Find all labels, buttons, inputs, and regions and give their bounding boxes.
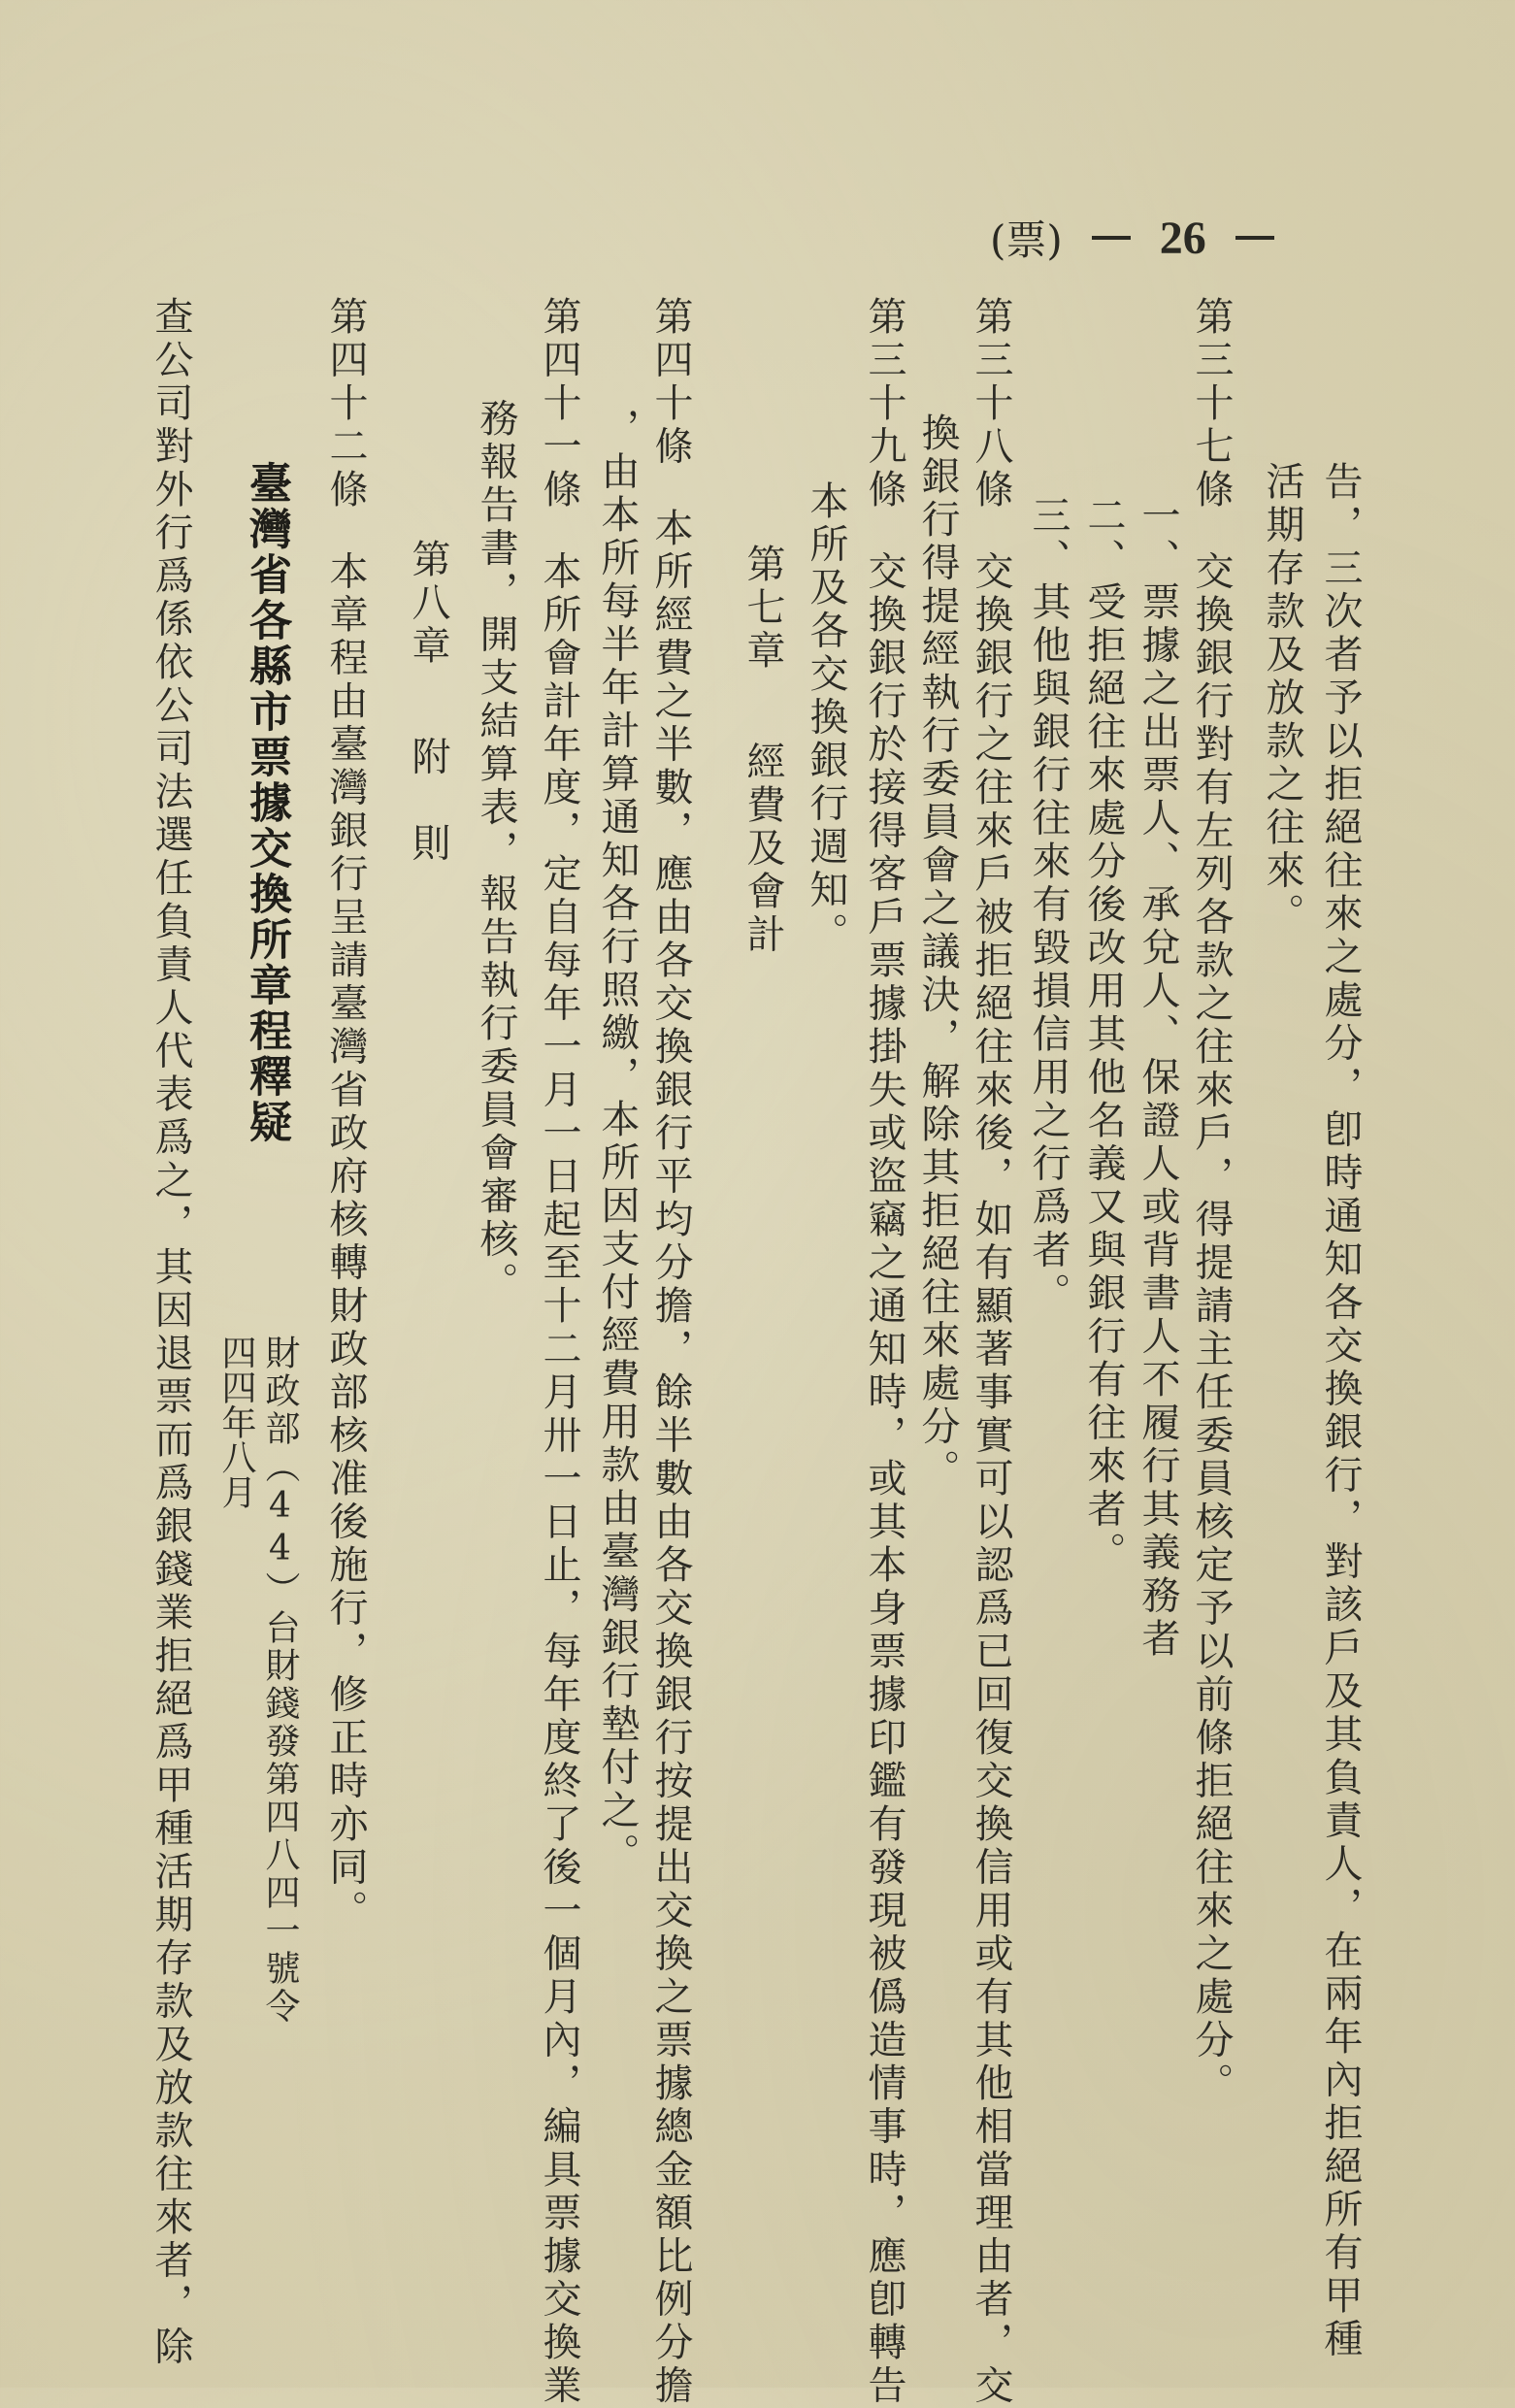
dash-left xyxy=(1092,236,1131,240)
list-item-text: 一、票據之出票人、承兌人、保證人或背書人不履行其義務者 xyxy=(1136,495,1180,1662)
chapter-label: 第七章 xyxy=(741,544,785,674)
paragraph-text: 查公司對外行爲係依公司法選任負責人代表爲之，其因退票而爲銀錢業拒絕爲甲種活期存款及放款往來者，除 xyxy=(148,296,193,2369)
article-label: 第四十一條 xyxy=(537,296,581,512)
chapter-7-heading xyxy=(743,544,782,957)
article-label: 第三十七條 xyxy=(1189,296,1234,512)
text-column-last xyxy=(151,296,190,2369)
article-text: ，由本所每半年計算通知各行照繳，本所因支付經費用款由臺灣銀行墊付之。 xyxy=(595,408,640,1876)
article-label: 第三十八條 xyxy=(969,296,1013,512)
article-41-continuation xyxy=(477,398,515,1305)
citation-text: 財政部（44）台財錢發第四八四一號令 xyxy=(260,1335,300,2026)
article-42 xyxy=(326,296,365,1933)
article-text: 交換銀行於接得客戶票據掛失或盜竊之通知時，或其本身票據印鑑有發現被僞造情事時，應卽轉告 xyxy=(862,551,906,2408)
dash-right xyxy=(1235,236,1274,240)
list-item-text: 二、受拒絕往來處分後改用其他名義又與銀行有往來者。 xyxy=(1081,495,1126,1575)
page-header xyxy=(990,209,1359,267)
citation-order xyxy=(262,1335,297,2026)
text-column-continuation-2 xyxy=(1263,461,1301,937)
article-37-item-3 xyxy=(1029,495,1068,1316)
article-text: 交換銀行之往來戶被拒絕往來後，如有顯著事實可以認爲已回復交換信用或有其他相當理由者，交 xyxy=(969,551,1013,2408)
section-title xyxy=(245,461,287,1145)
paragraph-text: 告，三次者予以拒絕往來之處分，卽時通知各交換銀行，對該戶及其負責人，在兩年內拒絕所有甲種 xyxy=(1318,461,1363,2361)
list-item-text: 三、其他與銀行往來有毀損信用之行爲者。 xyxy=(1026,495,1070,1316)
article-38-continuation xyxy=(918,412,957,1493)
article-text: 本所經費之半數，應由各交換銀行平均分擔，餘半數由各交換銀行按提出交換之票據總金額比例分擔 xyxy=(648,508,693,2408)
chapter-label: 第八章 xyxy=(406,539,450,669)
article-label: 第四十二條 xyxy=(323,296,368,512)
article-37-item-2 xyxy=(1084,495,1123,1575)
article-39-continuation xyxy=(807,480,845,956)
chapter-8-heading xyxy=(409,539,447,866)
article-38 xyxy=(972,296,1010,2408)
article-text: 交換銀行對有左列各款之往來戶，得提請主任委員核定予以前條拒絕往來之處分。 xyxy=(1189,551,1234,2106)
article-37 xyxy=(1192,296,1231,2106)
article-text: 本所及各交換銀行週知。 xyxy=(804,480,848,956)
article-37-item-1 xyxy=(1138,495,1177,1662)
paragraph-text: 活期存款及放款之往來。 xyxy=(1260,461,1304,937)
article-text: 換銀行得提經執行委員會之議決，解除其拒絕往來處分。 xyxy=(915,412,960,1493)
article-41 xyxy=(540,296,578,2408)
article-text: 本所會計年度，定自每年一月一日起至十二月卅一日止，每年度終了後一個月內，編具票據交換業 xyxy=(537,551,581,2408)
article-text: 本章程由臺灣銀行呈請臺灣省政府核轉財政部核准後施行，修正時亦同。 xyxy=(323,551,368,1933)
citation-date-text: 四四年八月 xyxy=(218,1335,253,1509)
text-column-continuation-1 xyxy=(1321,461,1360,2361)
article-label: 第三十九條 xyxy=(862,296,906,512)
article-label: 第四十條 xyxy=(648,296,693,469)
section-mark: (票) xyxy=(990,209,1063,267)
article-39 xyxy=(865,296,904,2408)
citation-date xyxy=(218,1335,253,1509)
article-40-continuation xyxy=(598,408,637,1876)
chapter-title: 經費及會計 xyxy=(741,742,785,958)
article-text: 務報告書，開支結算表，報告執行委員會審核。 xyxy=(474,398,518,1305)
page-number: 26 xyxy=(1160,212,1206,265)
article-40 xyxy=(651,296,690,2408)
title-text: 臺灣省各縣市票據交換所章程釋疑 xyxy=(242,461,291,1145)
chapter-title: 附 則 xyxy=(406,737,450,867)
